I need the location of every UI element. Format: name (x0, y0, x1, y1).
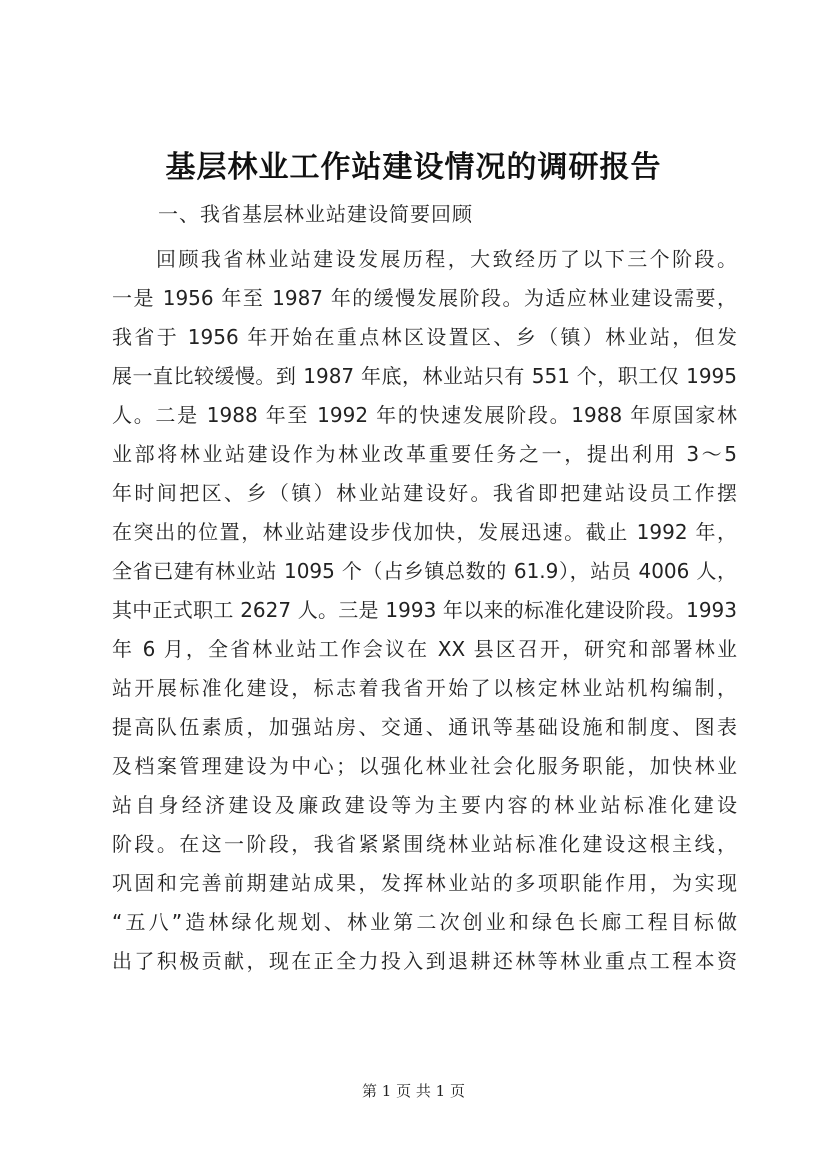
body-line: 年 6 月，全省林业站工作会议在 XX 县区召开，研究和部署林业 (112, 637, 737, 661)
body-line: 我省于 1956 年开始在重点林区设置区、乡（镇）林业站，但发 (112, 325, 737, 349)
body-line: 展一直比较缓慢。到 1987 年底，林业站只有 551 个，职工仅 1995 (112, 364, 737, 388)
body-line: 巩固和完善前期建站成果，发挥林业站的多项职能作用，为实现 (112, 871, 737, 895)
body-line: 年时间把区、乡（镇）林业站建设好。我省即把建站设员工作摆 (112, 481, 737, 505)
body-line: 人。二是 1988 年至 1992 年的快速发展阶段。1988 年原国家林 (112, 403, 737, 427)
body-line: 出了积极贡献，现在正全力投入到退耕还林等林业重点工程本资 (112, 949, 737, 973)
body-line: 回顾我省林业站建设发展历程，大致经历了以下三个阶段。 (156, 247, 737, 271)
body-line: 站自身经济建设及廉政建设等为主要内容的林业站标准化建设 (112, 793, 737, 817)
body-text (112, 240, 737, 981)
body-line: “五八”造林绿化规划、林业第二次创业和绿色长廊工程目标做 (112, 910, 737, 934)
body-line: 业部将林业站建设作为林业改革重要任务之一，提出利用 3～5 (112, 442, 737, 466)
page-footer: 第 1 页 共 1 页 (362, 1082, 465, 1100)
body-line: 站开展标准化建设，标志着我省开始了以核定林业站机构编制， (112, 676, 737, 700)
body-line: 及档案管理建设为中心；以强化林业社会化服务职能，加快林业 (112, 754, 737, 778)
body-line: 阶段。在这一阶段，我省紧紧围绕林业站标准化建设这根主线， (112, 832, 737, 856)
body-line: 其中正式职工 2627 人。三是 1993 年以来的标准化建设阶段。1993 (112, 598, 737, 622)
body-line: 全省已建有林业站 1095 个（占乡镇总数的 61.9），站员 4006 人， (112, 559, 737, 583)
body-line: 提高队伍素质，加强站房、交通、通讯等基础设施和制度、图表 (112, 715, 737, 739)
body-line: 在突出的位置，林业站建设步伐加快，发展迅速。截止 1992 年， (112, 520, 737, 544)
document-title: 基层林业工作站建设情况的调研报告 (165, 150, 662, 185)
section-heading: 一、我省基层林业站建设简要回顾 (158, 202, 473, 226)
body-line: 一是 1956 年至 1987 年的缓慢发展阶段。为适应林业建设需要， (112, 286, 737, 310)
